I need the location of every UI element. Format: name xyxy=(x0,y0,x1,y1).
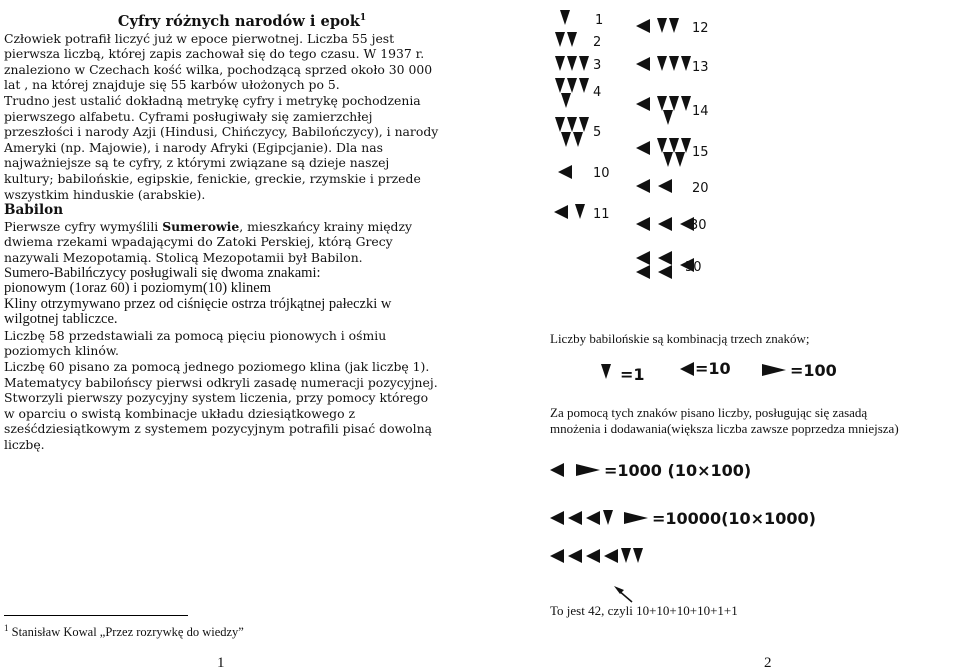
label-4: 4 xyxy=(593,85,602,100)
eq-10000: =10000(10×1000) xyxy=(652,509,816,528)
pointer-arrow-icon xyxy=(614,586,632,602)
label-30: 30 xyxy=(690,218,707,233)
section-heading-babilon: Babilon xyxy=(4,202,64,219)
sumer-paragraph xyxy=(4,219,440,266)
footnote-divider xyxy=(4,615,188,616)
numeral-10-wedge xyxy=(558,165,572,179)
sign-1000-wedges xyxy=(550,463,600,477)
example-text: To jest 42, czyli 10+10+10+10+1+1 xyxy=(550,603,738,618)
numeral-14-wedges xyxy=(636,96,691,125)
label-12: 12 xyxy=(692,21,709,36)
rule-text-2: mnożenia i dodawania(większa liczba zawsze poprzedza mniejsza) xyxy=(550,421,899,436)
line-signs: Sumero-Babilńczycy posługiwali się dwoma znakami: xyxy=(4,264,321,281)
sumer-bold: Sumerowie xyxy=(162,218,240,234)
numeral-5-wedges xyxy=(555,117,589,147)
babylonian-numerals-figure xyxy=(540,0,960,670)
sumer-post: , mieszkańcy krainy między dwiema rzekami wpadającymi do Zatoki Perskiej, którą Grecy nazywali Mezopotamią. Stolicą Mezopotamii był Babilon. xyxy=(4,218,412,265)
line-wedges: pionowym (1oraz 60) i poziomym(10) klinem xyxy=(4,280,271,297)
numeral-11-wedges xyxy=(554,204,585,219)
sign-10-wedge xyxy=(680,362,694,376)
eq-1000: =1000 (10×100) xyxy=(604,461,752,480)
intro-paragraph-1: Człowiek potrafił liczyć już w epoce pierwotnej. Liczba 55 jest pierwsza liczbą, której zapis zachował się do tego czasu. W 1937 r. znaleziono w Czechach kość wilka, pochodzącą sprzed około 30 000 lat , na której znajduje się 55 karbów ułożonych po 5. xyxy=(4,30,433,93)
numeral-1-wedges xyxy=(560,10,570,25)
title-text: Cyfry różnych narodów i epok xyxy=(117,13,360,30)
footnote-text: Stanisław Kowal „Przez rozrywkę do wiedzy” xyxy=(11,625,244,639)
label-14: 14 xyxy=(692,104,709,119)
sumer-pre: Pierwsze cyfry wymyślili xyxy=(4,218,163,234)
page-number-2: 2 xyxy=(764,655,772,671)
eq-10: =10 xyxy=(695,359,731,378)
rule-text-1: Za pomocą tych znaków pisano liczby, posługując się zasadą xyxy=(550,405,868,420)
line-positional: Matematycy babilońscy pierwsi odkryli zasadę numeracji pozycyjnej. Stworzyli pierwszy pozycyjny system liczenia, przy pomocy którego w oparciu o swistą kombinacje układu dziesiątkowego z sześćdziesiątkowym z systemem pozycyjnym potrafili pisać dowolną liczbę. xyxy=(4,374,438,453)
combo-text: Liczby babilońskie są kombinacją trzech znaków; xyxy=(550,331,810,346)
label-3: 3 xyxy=(593,58,602,73)
numeral-2-wedges xyxy=(555,32,577,47)
eq-1: =1 xyxy=(620,365,645,384)
example-42-wedges xyxy=(550,548,643,563)
label-2: 2 xyxy=(593,35,602,50)
eq-100: =100 xyxy=(790,361,837,380)
label-10: 10 xyxy=(593,166,610,181)
label-1: 1 xyxy=(595,13,604,28)
left-page-text xyxy=(4,14,440,453)
numeral-13-wedges xyxy=(636,56,691,71)
label-11: 11 xyxy=(593,207,610,222)
label-5: 5 xyxy=(593,125,602,140)
intro-paragraph-2: Trudno jest ustalić dokładną metrykę cyfry i metrykę pochodzenia pierwszego alfabetu. Cyframi posługiwały się zamierzchłej przeszłości i narody Azji (Hindusi, Chińczycy, Babilończycy), i narody Ameryki (np. Majowie), i narody Afryki (Egipcjanie). Dla nas najważniejsze są te cyfry, z którymi związane są dzieje naszej kultury; babilońskie, egipskie, fenickie, greckie, rzymskie i przede wszystkim hinduskie (arabskie). xyxy=(4,92,439,202)
numeral-30-wedges xyxy=(636,217,694,231)
sign-1-wedge xyxy=(601,364,611,379)
title-footnote-ref: 1 xyxy=(359,13,367,24)
page-number-1: 1 xyxy=(217,655,225,671)
numeral-12-wedges xyxy=(636,18,679,33)
page-title xyxy=(4,14,440,30)
line-58: Liczbę 58 przedstawiali za pomocą pięciu pionowych i ośmiu poziomych klinów. xyxy=(4,327,387,359)
footnote xyxy=(4,622,244,640)
sign-10000-wedges xyxy=(550,510,648,525)
label-20: 20 xyxy=(692,181,709,196)
numeral-15-wedges xyxy=(636,138,691,167)
numeral-20-wedges xyxy=(636,179,672,193)
label-13: 13 xyxy=(692,60,709,75)
footnote-ref: 1 xyxy=(4,622,9,633)
numeral-3-wedges xyxy=(555,56,589,71)
numeral-4-wedges xyxy=(555,78,589,108)
line-tablet: Kliny otrzymywano przez od ciśnięcie ostrza trójkątnej pałeczki w wilgotnej tabliczce. xyxy=(4,295,392,328)
line-60: Liczbę 60 pisano za pomocą jednego poziomego klina (jak liczbę 1). xyxy=(4,359,430,375)
label-15: 15 xyxy=(692,145,709,160)
label-50: 50 xyxy=(685,260,702,275)
sign-100-wedge xyxy=(762,364,786,376)
